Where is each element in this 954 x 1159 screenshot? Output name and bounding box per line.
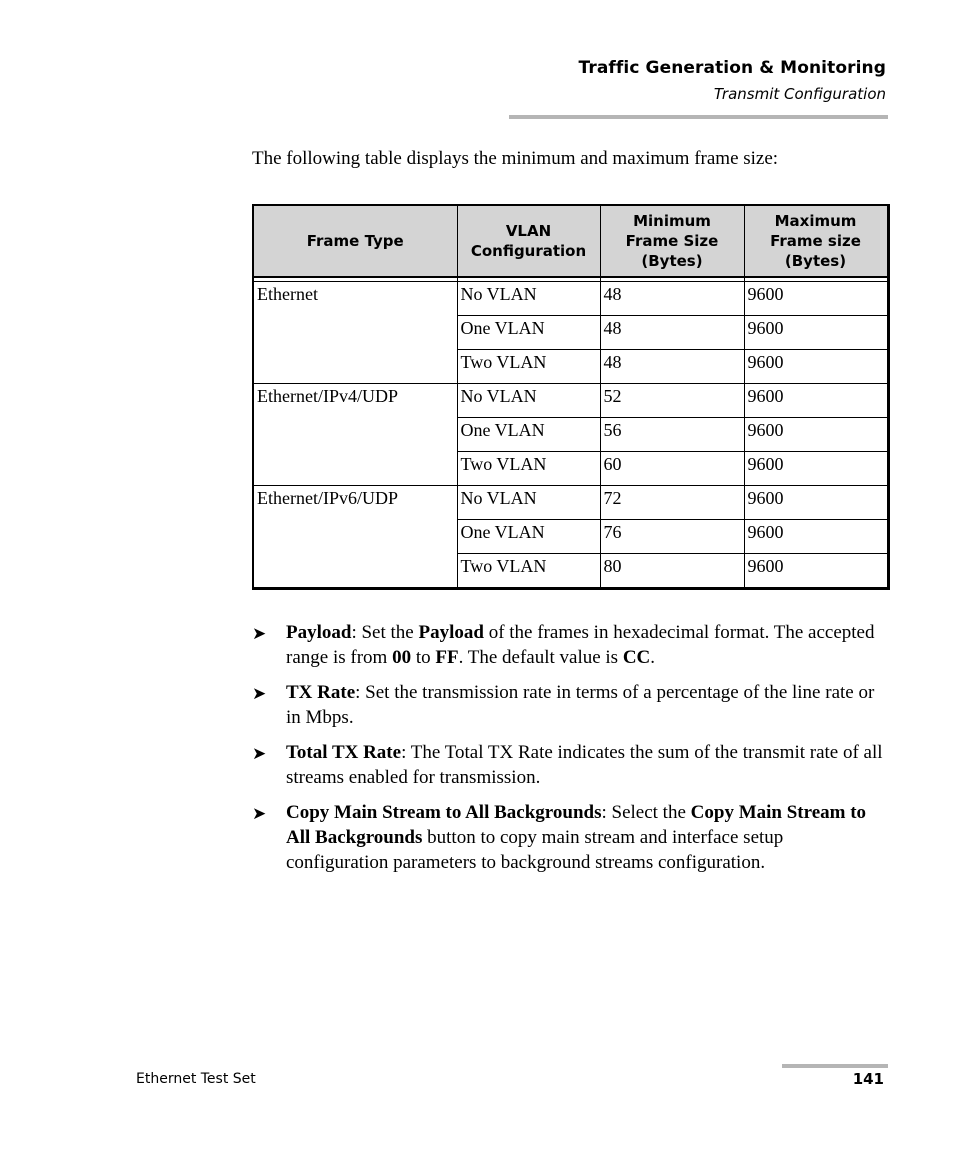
max-size-cell: 9600 [744, 384, 888, 418]
header-divider [509, 115, 888, 119]
max-size-cell: 9600 [744, 520, 888, 554]
max-size-cell: 9600 [744, 316, 888, 350]
vlan-cell: One VLAN [457, 520, 600, 554]
min-size-cell: 60 [600, 452, 744, 486]
total-tx-rate-term: Total TX Rate [286, 742, 402, 763]
footer-product-name: Ethernet Test Set [136, 1071, 256, 1087]
vlan-cell: No VLAN [457, 282, 600, 316]
table-row [253, 384, 888, 418]
min-size-cell: 48 [600, 282, 744, 316]
page-number: 141 [852, 1070, 884, 1088]
min-size-cell: 52 [600, 384, 744, 418]
vlan-cell: No VLAN [457, 486, 600, 520]
arrow-bullet-icon: ➤ [252, 804, 267, 823]
vlan-cell: No VLAN [457, 384, 600, 418]
vlan-cell: Two VLAN [457, 452, 600, 486]
vlan-cell: One VLAN [457, 316, 600, 350]
min-size-cell: 48 [600, 316, 744, 350]
arrow-bullet-icon: ➤ [252, 744, 267, 763]
section-subtitle: Transmit Configuration [713, 85, 886, 103]
frame-type-cell: Ethernet/IPv6/UDP [253, 486, 457, 589]
chapter-title: Traffic Generation & Monitoring [578, 58, 886, 78]
footer-divider [782, 1064, 888, 1068]
min-size-cell: 48 [600, 350, 744, 384]
max-size-cell: 9600 [744, 282, 888, 316]
bullet-copy-main-stream: ➤ Copy Main Stream to All Backgrounds: Select the Copy Main Stream to All Backgrounds button to copy main stream and interface setup configuration parameters to background streams configuration. [252, 802, 867, 873]
header-frame-type: Frame Type [253, 205, 457, 277]
table-row [253, 486, 888, 520]
arrow-bullet-icon: ➤ [252, 684, 267, 703]
copy-main-term: Copy Main Stream to All Backgrounds [286, 802, 602, 823]
min-size-cell: 80 [600, 554, 744, 589]
vlan-cell: Two VLAN [457, 350, 600, 384]
tx-rate-term: TX Rate [286, 682, 356, 703]
bullet-payload: ➤ Payload: Set the Payload of the frames in hexadecimal format. The accepted range is from 00 to FF. The default value is CC. [252, 622, 875, 668]
header-vlan-configuration: VLAN Configuration [457, 205, 600, 277]
bullet-list [252, 620, 888, 885]
min-size-cell: 56 [600, 418, 744, 452]
intro-paragraph: The following table displays the minimum and maximum frame size: [252, 148, 779, 169]
min-size-cell: 72 [600, 486, 744, 520]
vlan-cell: One VLAN [457, 418, 600, 452]
min-size-cell: 76 [600, 520, 744, 554]
header-minimum-frame-size: Minimum Frame Size (Bytes) [600, 205, 744, 277]
frame-type-cell: Ethernet/IPv4/UDP [253, 384, 457, 486]
max-size-cell: 9600 [744, 418, 888, 452]
table-row [253, 282, 888, 316]
frame-type-cell: Ethernet [253, 282, 457, 384]
table-header-row [253, 205, 888, 277]
payload-term: Payload [286, 622, 352, 643]
max-size-cell: 9600 [744, 452, 888, 486]
bullet-tx-rate: ➤ TX Rate: Set the transmission rate in terms of a percentage of the line rate or in Mbps. [252, 682, 875, 728]
arrow-bullet-icon: ➤ [252, 624, 267, 643]
max-size-cell: 9600 [744, 554, 888, 589]
page-header [579, 58, 886, 103]
bullet-total-tx-rate: ➤ Total TX Rate: The Total TX Rate indicates the sum of the transmit rate of all streams enabled for transmission. [252, 742, 883, 788]
frame-size-table [252, 204, 890, 590]
vlan-cell: Two VLAN [457, 554, 600, 589]
header-maximum-frame-size: Maximum Frame size (Bytes) [744, 205, 888, 277]
max-size-cell: 9600 [744, 486, 888, 520]
max-size-cell: 9600 [744, 350, 888, 384]
